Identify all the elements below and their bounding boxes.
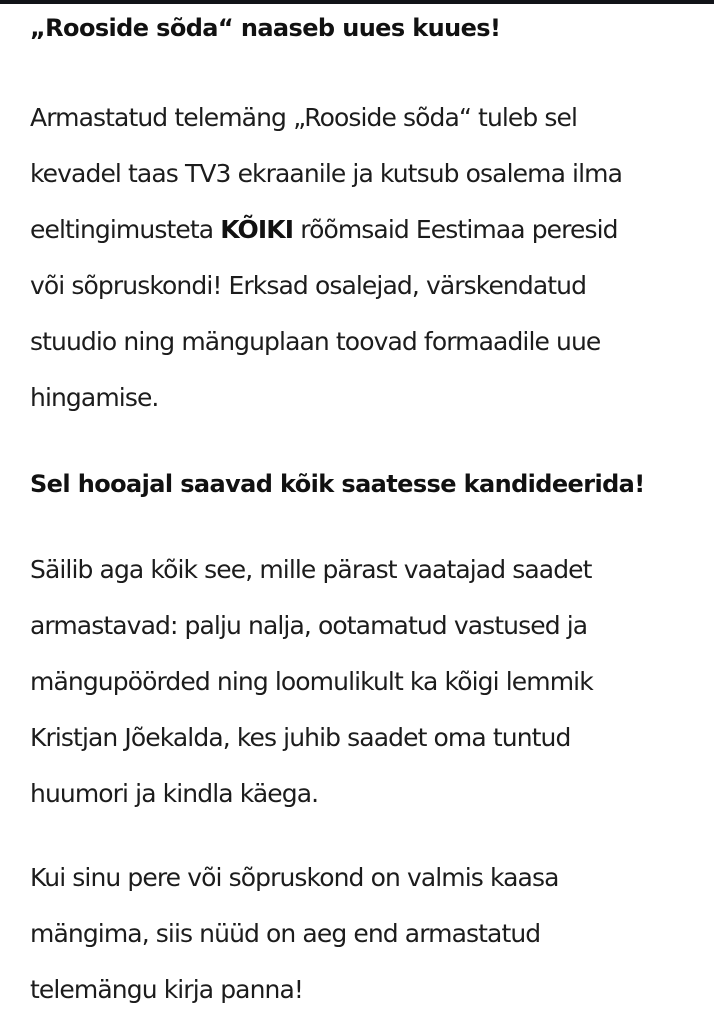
- paragraph-line: telemängu kirja panna!: [30, 975, 304, 1004]
- emphasis-koiki: KÕIKI: [220, 215, 294, 244]
- paragraph-line: mängupöörded ning loomulikult ka kõigi lemmik: [30, 667, 593, 696]
- paragraph-line: huumori ja kindla käega.: [30, 779, 319, 808]
- article-heading: „Rooside sõda“ naaseb uues kuues!: [30, 14, 501, 42]
- line-text: eeltingimusteta: [30, 215, 221, 244]
- paragraph-details: [30, 542, 593, 822]
- paragraph-intro: [30, 90, 622, 426]
- paragraph-line: Kui sinu pere või sõpruskond on valmis kaasa: [30, 863, 559, 892]
- paragraph-line: [30, 202, 622, 258]
- paragraph-line: armastavad: palju nalja, ootamatud vastused ja: [30, 611, 588, 640]
- paragraph-line: Armastatud telemäng „Rooside sõda“ tuleb sel: [30, 103, 578, 132]
- paragraph-line: või sõpruskondi! Erksad osalejad, värskendatud: [30, 271, 587, 300]
- paragraph-line: stuudio ning mänguplaan toovad formaadile uue: [30, 327, 601, 356]
- paragraph-line: Kristjan Jõekalda, kes juhib saadet oma tuntud: [30, 723, 571, 752]
- line-text: rõõmsaid Eestimaa peresid: [293, 215, 618, 244]
- paragraph-line: Säilib aga kõik see, mille pärast vaatajad saadet: [30, 555, 592, 584]
- paragraph-line: mängima, siis nüüd on aeg end armastatud: [30, 919, 541, 948]
- paragraph-line: kevadel taas TV3 ekraanile ja kutsub osalema ilma: [30, 159, 623, 188]
- paragraph-line: hingamise.: [30, 383, 159, 412]
- section-heading: Sel hooajal saavad kõik saatesse kandideerida!: [30, 470, 645, 498]
- top-bar: [0, 0, 714, 4]
- paragraph-call-to-action: [30, 850, 559, 1018]
